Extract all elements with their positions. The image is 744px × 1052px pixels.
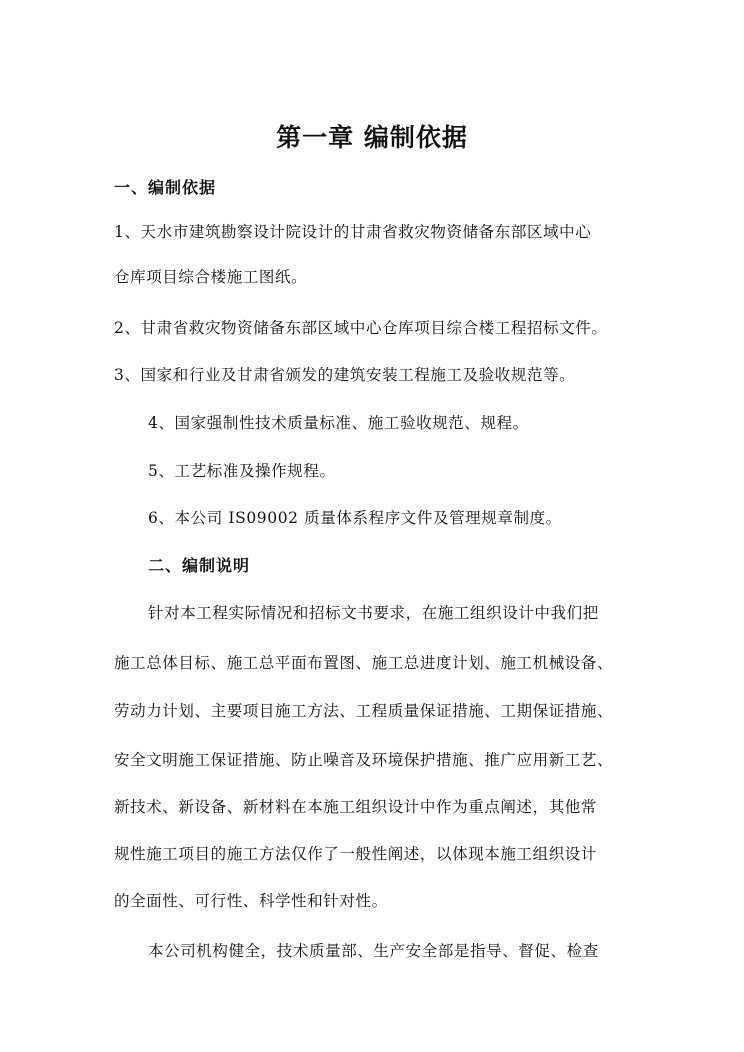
notes-para-1-line-2: 施工总体目标、施工总平面布置图、施工总进度计划、施工机械设备、 xyxy=(114,654,614,672)
notes-para-1-line-7: 的全面性、可行性、科学性和针对性。 xyxy=(114,892,388,910)
basis-item-5: 5、工艺标准及操作规程。 xyxy=(148,462,336,480)
section-heading-basis: 一、编制依据 xyxy=(114,178,217,197)
notes-para-1-line-3: 劳动力计划、主要项目施工方法、工程质量保证措施、工期保证措施、 xyxy=(114,702,614,720)
chapter-title: 第一章 编制依据 xyxy=(276,123,468,152)
basis-item-4: 4、国家强制性技术质量标准、施工验收规范、规程。 xyxy=(148,414,529,432)
basis-item-3: 3、国家和行业及甘肃省颁发的建筑安装工程施工及验收规范等。 xyxy=(114,366,576,384)
section-heading-notes: 二、编制说明 xyxy=(148,556,251,575)
notes-para-1-line-6: 规性施工项目的施工方法仅作了一般性阐述，以体现本施工组织设计 xyxy=(114,845,598,863)
basis-item-1-line-1: 1、天水市建筑勘察设计院设计的甘肃省救灾物资储备东部区域中心 xyxy=(114,223,592,241)
notes-para-2-line-1: 本公司机构健全，技术质量部、生产安全部是指导、督促、检查 xyxy=(148,942,599,960)
basis-item-1-line-2: 仓库项目综合楼施工图纸。 xyxy=(114,268,308,286)
notes-para-1-line-4: 安全文明施工保证措施、防止噪音及环境保护措施、推广应用新工艺、 xyxy=(114,751,614,769)
notes-para-1-line-1: 针对本工程实际情况和招标文书要求，在施工组织设计中我们把 xyxy=(148,604,599,622)
basis-item-6: 6、本公司 IS09002 质量体系程序文件及管理规章制度。 xyxy=(148,509,562,527)
notes-para-1-line-5: 新技术、新设备、新材料在本施工组织设计中作为重点阐述，其他常 xyxy=(114,798,598,816)
basis-item-2: 2、甘肃省救灾物资储备东部区域中心仓库项目综合楼工程招标文件。 xyxy=(114,319,608,337)
